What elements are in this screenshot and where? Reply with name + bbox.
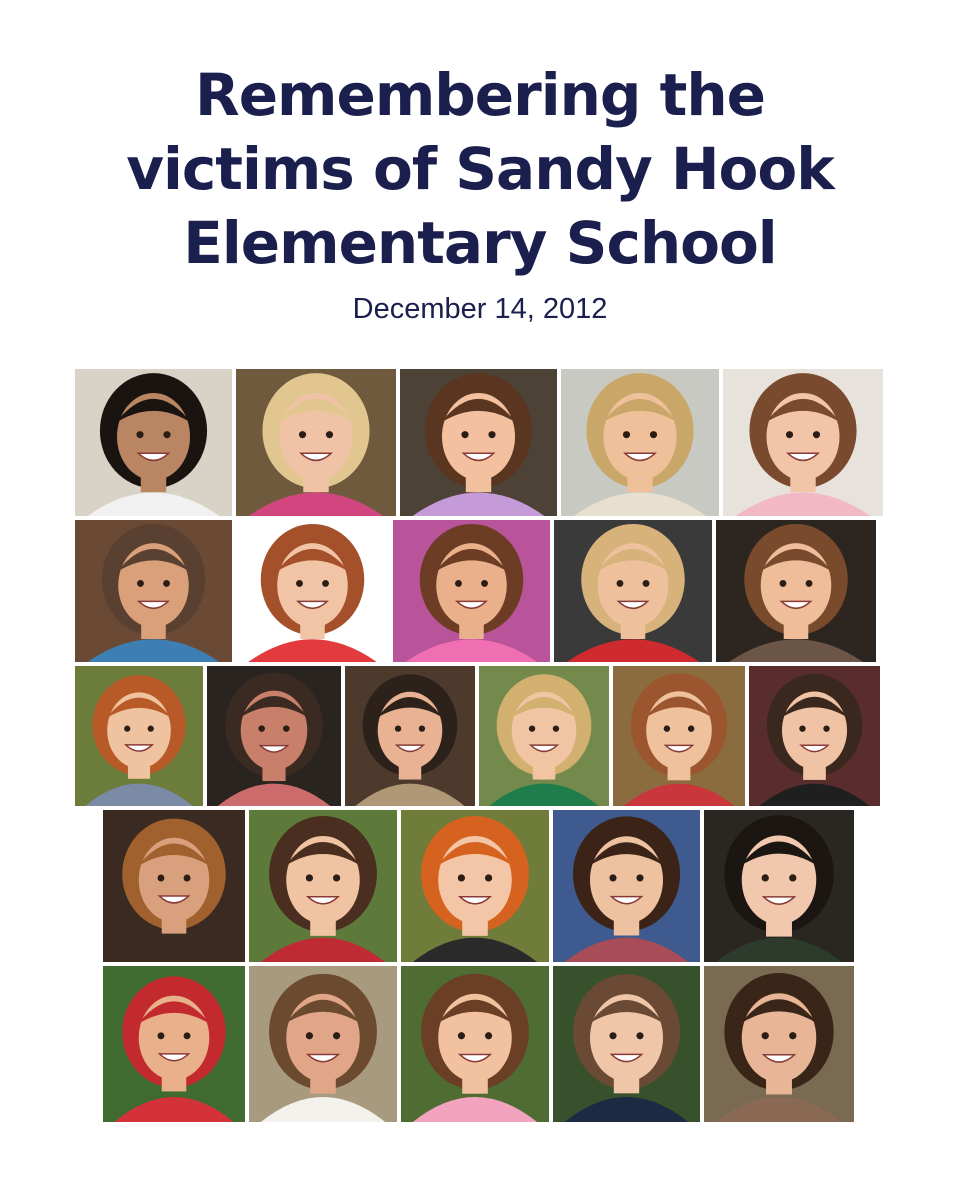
right-eye <box>806 580 813 587</box>
right-eye <box>481 580 488 587</box>
victim-portrait <box>716 520 876 662</box>
title-line-1: Remembering the <box>195 61 765 129</box>
victim-portrait <box>561 369 719 516</box>
right-eye <box>643 580 650 587</box>
photo-row <box>75 666 880 806</box>
title-line-3: Elementary School <box>183 209 777 277</box>
right-eye <box>322 580 329 587</box>
victim-portrait <box>704 810 854 962</box>
left-eye <box>136 431 143 438</box>
victim-portrait <box>704 966 854 1122</box>
right-eye <box>333 874 340 881</box>
left-eye <box>609 874 616 881</box>
victim-portrait <box>400 369 557 516</box>
victim-portrait <box>103 966 245 1122</box>
right-eye <box>789 1032 796 1039</box>
left-eye <box>158 1032 165 1039</box>
victim-portrait <box>553 966 700 1122</box>
left-eye <box>617 580 624 587</box>
left-eye <box>124 726 130 732</box>
right-eye <box>419 725 425 731</box>
title-line-2: victims of Sandy Hook <box>126 135 834 203</box>
left-eye <box>458 874 465 881</box>
victim-portrait <box>236 369 396 516</box>
left-eye <box>762 1032 769 1039</box>
left-eye <box>780 580 787 587</box>
right-eye <box>333 1032 340 1039</box>
right-eye <box>485 874 492 881</box>
victim-portrait <box>553 810 700 962</box>
left-eye <box>762 874 769 881</box>
victim-portrait <box>249 966 397 1122</box>
victim-portrait <box>75 520 232 662</box>
photo-row <box>103 810 854 962</box>
victim-portrait <box>401 810 549 962</box>
right-eye <box>636 874 643 881</box>
right-eye <box>488 431 495 438</box>
right-eye <box>789 874 796 881</box>
victim-portrait <box>207 666 341 806</box>
right-eye <box>636 1032 643 1039</box>
victim-portrait <box>345 666 475 806</box>
left-eye <box>461 431 468 438</box>
victim-portrait <box>479 666 609 806</box>
victim-portrait <box>75 369 232 516</box>
left-eye <box>306 874 313 881</box>
left-eye <box>609 1032 616 1039</box>
victim-portrait <box>749 666 880 806</box>
victim-portrait <box>613 666 745 806</box>
left-eye <box>158 875 165 882</box>
victim-portrait <box>554 520 712 662</box>
victim-portrait <box>249 810 397 962</box>
right-eye <box>650 431 657 438</box>
left-eye <box>296 580 303 587</box>
right-eye <box>485 1032 492 1039</box>
left-eye <box>137 580 144 587</box>
left-eye <box>799 725 805 731</box>
right-eye <box>184 875 191 882</box>
right-eye <box>823 725 829 731</box>
right-eye <box>184 1032 191 1039</box>
left-eye <box>258 725 265 732</box>
date-subtitle: December 14, 2012 <box>352 293 608 325</box>
left-eye <box>623 431 630 438</box>
left-eye <box>664 725 670 731</box>
victim-portrait <box>75 666 203 806</box>
left-eye <box>395 725 401 731</box>
right-eye <box>163 580 170 587</box>
left-eye <box>529 725 535 731</box>
victim-portrait <box>723 369 883 516</box>
right-eye <box>688 725 694 731</box>
right-eye <box>326 431 333 438</box>
photo-row <box>75 520 876 662</box>
victim-portrait <box>401 966 549 1122</box>
right-eye <box>163 431 170 438</box>
left-eye <box>458 1032 465 1039</box>
right-eye <box>813 431 820 438</box>
right-eye <box>553 725 559 731</box>
right-eye <box>283 725 290 732</box>
victim-portrait <box>236 520 389 662</box>
photo-row <box>103 966 854 1122</box>
left-eye <box>306 1032 313 1039</box>
photo-row <box>75 369 883 516</box>
left-eye <box>299 431 306 438</box>
victim-portrait <box>103 810 245 962</box>
right-eye <box>148 726 154 732</box>
victim-portrait <box>393 520 550 662</box>
left-eye <box>455 580 462 587</box>
left-eye <box>786 431 793 438</box>
